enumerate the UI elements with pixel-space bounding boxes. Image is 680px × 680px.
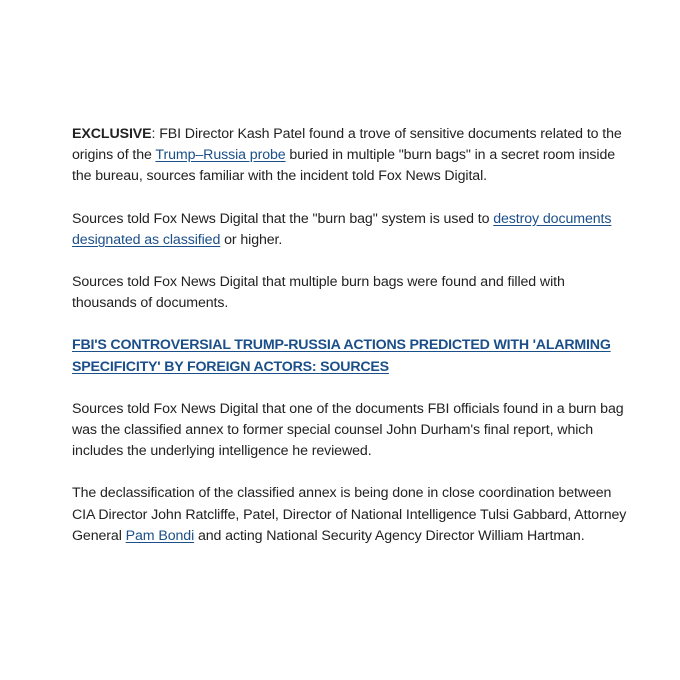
paragraph-3 (72, 272, 632, 314)
paragraph-1-text-a: : FBI Director Kash Patel found a trove of sensitive documents related to the origins of the (72, 126, 622, 164)
destroy-documents-link[interactable]: destroy documents designated as classified (72, 210, 612, 248)
paragraph-2 (72, 209, 632, 251)
paragraph-2-text-b: or higher. (220, 231, 283, 248)
paragraph-5 (72, 483, 632, 547)
paragraph-2-text-a: Sources told Fox News Digital that the "burn bag" system is used to (72, 210, 494, 227)
paragraph-4-text: Sources told Fox News Digital that one of the documents FBI officials found in a burn bag was the classified annex to former special counsel John Durham's final report, which includes the underlying intelligence he reviewed. (72, 400, 624, 460)
exclusive-label: EXCLUSIVE (72, 126, 152, 142)
related-headline-link[interactable]: FBI'S CONTROVERSIAL TRUMP-RUSSIA ACTIONS PREDICTED WITH 'ALARMING SPECIFICITY' BY FOREIGN ACTORS: SOURCES (72, 337, 611, 375)
paragraph-5-text-b: and acting National Security Agency Director William Hartman. (194, 527, 585, 544)
trump-russia-probe-link[interactable]: Trump–Russia probe (155, 147, 286, 164)
paragraph-4 (72, 399, 632, 463)
paragraph-5-text-a: The declassification of the classified annex is being done in close coordination between CIA Director John Ratcliffe, Patel, Director of National Intelligence Tulsi Gabbard, Attorney General (72, 485, 627, 544)
related-headline (72, 335, 632, 377)
article-body (72, 124, 632, 568)
paragraph-1 (72, 124, 632, 188)
paragraph-3-text: Sources told Fox News Digital that multiple burn bags were found and filled with thousands of documents. (72, 274, 565, 312)
pam-bondi-link[interactable]: Pam Bondi (125, 527, 195, 544)
paragraph-1-text-b: buried in multiple "burn bags" in a secret room inside the bureau, sources familiar with the incident told Fox News Digital. (72, 147, 616, 185)
